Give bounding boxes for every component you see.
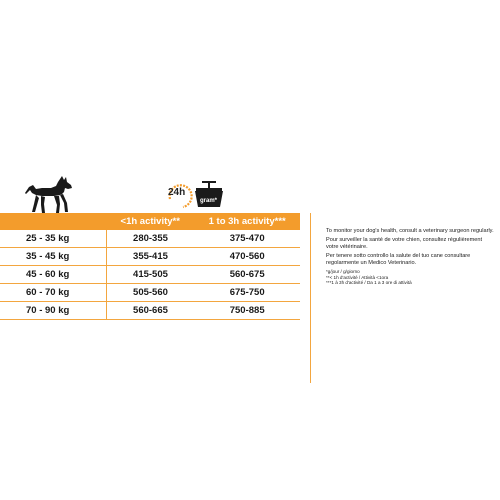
advice-notes bbox=[326, 228, 496, 286]
low-activity-cell: 355-415 bbox=[106, 248, 194, 266]
high-activity-cell: 470-560 bbox=[194, 248, 300, 266]
column-header-low-activity: <1h activity** bbox=[106, 213, 194, 230]
high-activity-cell: 560-675 bbox=[194, 266, 300, 284]
low-activity-cell: 560-665 bbox=[106, 302, 194, 320]
weight-cell: 60 - 70 kg bbox=[0, 284, 106, 302]
low-activity-cell: 415-505 bbox=[106, 266, 194, 284]
footnote-low-activity: **< 1h d'activité / Attività <1ora bbox=[326, 274, 389, 280]
high-activity-cell: 675-750 bbox=[194, 284, 300, 302]
hours-label: 24h bbox=[168, 187, 186, 198]
note-italian: Per tenere sotto controllo la salute del tuo cane consultare regolarmente un Medico Veterinario. bbox=[326, 253, 471, 266]
table-row bbox=[0, 248, 300, 266]
table-row bbox=[0, 302, 300, 320]
weight-cell: 35 - 45 kg bbox=[0, 248, 106, 266]
high-activity-cell: 750-885 bbox=[194, 302, 300, 320]
column-header-high-activity: 1 to 3h activity*** bbox=[194, 213, 300, 230]
table-header-row bbox=[0, 213, 300, 230]
table-row bbox=[0, 284, 300, 302]
low-activity-cell: 280-355 bbox=[106, 230, 194, 248]
header-blank-cell bbox=[0, 213, 106, 230]
footnote-high-activity: ***1 à 3h d'activité / Da 1 a 3 ore di attività bbox=[326, 280, 412, 286]
weight-cell: 25 - 35 kg bbox=[0, 230, 106, 248]
table-row bbox=[0, 230, 300, 248]
column-divider bbox=[310, 213, 311, 383]
gram-label: gram* bbox=[200, 198, 218, 204]
weight-cell: 45 - 60 kg bbox=[0, 266, 106, 284]
footnote-grams: *g/jour / g/giorno bbox=[326, 269, 360, 274]
feeding-table bbox=[0, 213, 300, 320]
high-activity-cell: 375-470 bbox=[194, 230, 300, 248]
table-row bbox=[0, 266, 300, 284]
bowl-24h-icon bbox=[166, 177, 236, 211]
note-english: To monitor your dog's health, consult a veterinary surgeon regularly. bbox=[326, 228, 494, 234]
dog-silhouette-icon bbox=[24, 176, 74, 216]
weight-cell: 70 - 90 kg bbox=[0, 302, 106, 320]
note-french: Pour surveiller la santé de votre chien, consultez régulièrement votre vétérinaire. bbox=[326, 237, 483, 250]
low-activity-cell: 505-560 bbox=[106, 284, 194, 302]
